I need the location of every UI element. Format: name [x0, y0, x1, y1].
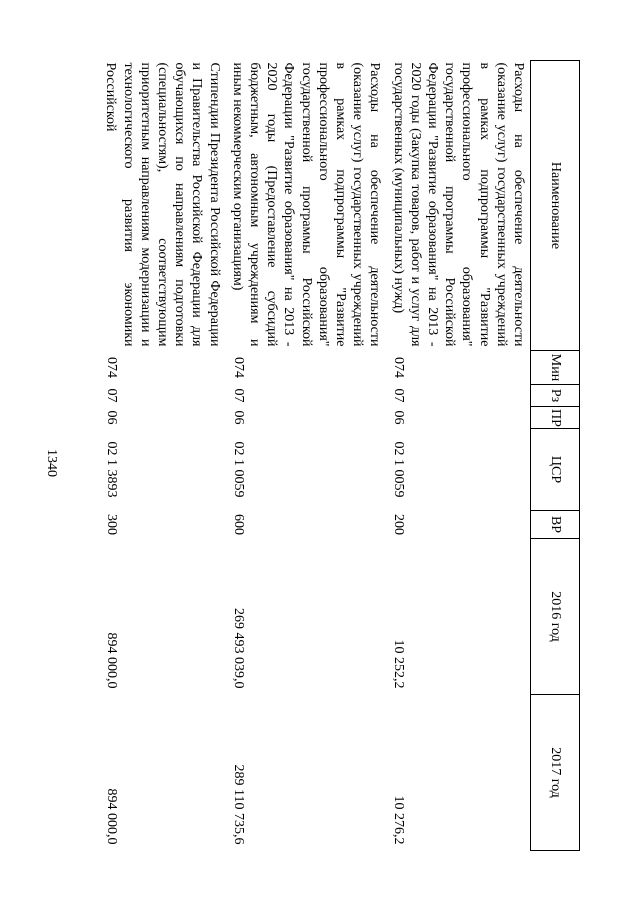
row-rz: 07: [391, 388, 407, 403]
header-name: Наименование: [531, 61, 580, 351]
header-min: Мин: [531, 351, 580, 385]
row-2017: 894 000,0: [104, 788, 120, 845]
row-pr: 06: [230, 410, 246, 425]
row-csr: 02 1 0059: [230, 441, 246, 498]
row-csr: 02 1 3893: [104, 441, 120, 498]
row-min: 074: [391, 357, 407, 378]
row-2016: 10 252,2: [391, 639, 407, 689]
row-name: Расходы на обеспечение деятельности (оказание услуг) государственных учреждений в рамках подпрограммы "Развитие профессионального образования" государственной программы Российской Федерации "Развитие образования" на 2013 - 2020 годы (Предоставление субсидий бюджетным, автономным учреждениям и иным некоммерческим организациям): [229, 62, 383, 347]
row-min: 074: [104, 357, 120, 378]
table-row: [226, 61, 387, 851]
header-2017: 2017 год: [531, 695, 580, 851]
row-rz: 07: [230, 388, 246, 403]
header-vr: ВР: [531, 511, 580, 539]
row-pr: 06: [391, 410, 407, 425]
row-vr: 300: [104, 514, 120, 535]
table-header-row: [531, 61, 580, 851]
row-name: Стипендии Президента Российской Федерации и Правительства Российской Федерации для обучающихся по направлениям подготовки (специальностям), соответствующим приоритетным направлениям модернизации и технологического развития экономики Российской: [103, 62, 222, 347]
row-2016: 894 000,0: [104, 632, 120, 689]
row-pr: 06: [104, 410, 120, 425]
budget-table: [99, 60, 580, 851]
header-pr: ПР: [531, 407, 580, 429]
row-vr: 600: [230, 514, 246, 535]
table-row: [99, 61, 225, 851]
row-min: 074: [230, 357, 246, 378]
header-2016: 2016 год: [531, 539, 580, 695]
row-csr: 02 1 0059: [391, 441, 407, 498]
page-number: 1340: [44, 449, 59, 477]
row-rz: 07: [104, 388, 120, 403]
budget-table-container: [70, 60, 580, 850]
row-2016: 269 493 039,0: [230, 608, 246, 689]
row-2017: 289 110 735,6: [230, 764, 246, 845]
header-csr: ЦСР: [531, 429, 580, 511]
row-2017: 10 276,2: [391, 795, 407, 845]
row-name: Расходы на обеспечение деятельности (оказание услуг) государственных учреждений в рамках подпрограммы "Развитие профессионального образования" государственной программы Российской Федерации "Развитие образования" на 2013 - 2020 годы (Закупка товаров, работ и услуг для государственных (муниципальных) нужд): [390, 62, 526, 347]
row-vr: 200: [391, 514, 407, 535]
table-row: [386, 61, 530, 851]
header-rz: Рз: [531, 385, 580, 407]
